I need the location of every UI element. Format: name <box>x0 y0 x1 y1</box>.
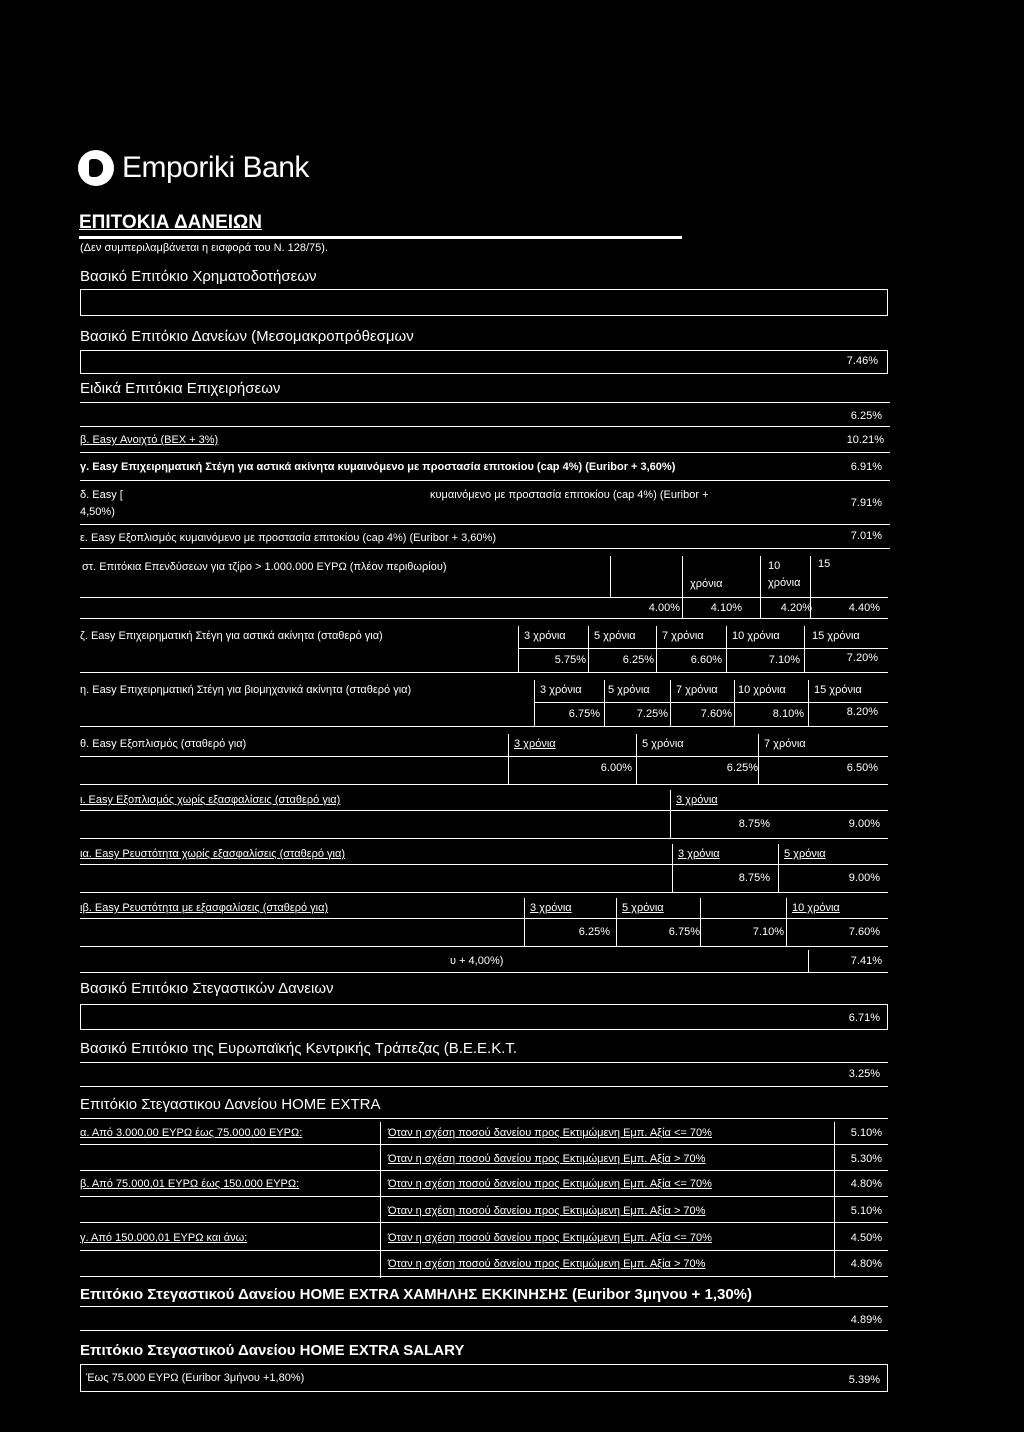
divider <box>80 864 888 865</box>
h-rate-5: 8.20% <box>846 706 878 718</box>
z-rate-4: 7.10% <box>768 654 800 666</box>
item-h-label: η. Easy Επιχειρηματική Στέγη για βιομηχανικά ακίνητα (σταθερό για) <box>80 684 412 696</box>
home-extra-tier-b: β. Από 75.000,01 ΕΥΡΩ έως 150.000 ΕΥΡΩ: <box>80 1178 300 1190</box>
home-extra-low-start-rate: 4.89% <box>850 1314 882 1326</box>
home-extra-tier-c: γ. Από 150.000,01 ΕΥΡΩ και άνω: <box>80 1232 248 1244</box>
ia-header-2: 5 χρόνια <box>784 848 826 860</box>
divider <box>80 1250 888 1251</box>
ib-rate-4: 7.60% <box>848 926 880 938</box>
home-extra-row-3: Όταν η σχέση ποσού δανείου προς Εκτιμώμενη Εμπ. Αξία <= 70% <box>388 1178 712 1190</box>
section-special-business: Ειδικά Επιτόκια Επιχειρήσεων <box>80 380 281 397</box>
z-rate-3: 6.60% <box>690 654 722 666</box>
home-extra-tier-a: α. Από 3.000,00 ΕΥΡΩ έως 75.000,00 ΕΥΡΩ: <box>80 1127 303 1139</box>
h-header-2: 5 χρόνια <box>608 684 650 696</box>
h-header-4: 10 χρόνια <box>738 684 786 696</box>
divider <box>534 702 888 703</box>
ecb-rate: 3.25% <box>848 1068 880 1080</box>
divider <box>80 402 890 403</box>
divider <box>80 810 888 811</box>
divider <box>518 648 888 649</box>
z-header-4: 10 χρόνια <box>732 630 780 642</box>
th-header-2: 5 χρόνια <box>642 738 684 750</box>
divider <box>808 680 809 726</box>
st-header-2b: χρόνια <box>768 577 801 589</box>
section-base-loans: Βασικό Επιτόκιο Δανείων (Μεσομακροπρόθεσμων <box>80 328 414 345</box>
item-d-rate: 7.91% <box>850 497 882 509</box>
th-rate-1: 6.00% <box>600 762 632 774</box>
z-header-1: 3 χρόνια <box>524 630 566 642</box>
th-header-1: 3 χρόνια <box>514 738 556 750</box>
divider <box>80 597 888 598</box>
divider <box>636 734 637 784</box>
th-rate-2: 6.25% <box>726 762 758 774</box>
home-extra-row-1: Όταν η σχέση ποσού δανείου προς Εκτιμώμενη Εμπ. Αξία <= 70% <box>388 1127 712 1139</box>
item-ib-label: ιβ. Easy Ρευστότητα με εξασφαλίσεις (σταθερό για) <box>80 902 329 914</box>
h-header-5: 15 χρόνια <box>814 684 862 696</box>
rate-row <box>80 350 888 374</box>
st-header-3: 15 <box>818 558 831 570</box>
item-g-rate: 6.91% <box>850 461 882 473</box>
divider <box>778 844 779 892</box>
divider <box>80 838 888 839</box>
z-rate-2: 6.25% <box>622 654 654 666</box>
st-header-1: χρόνια <box>690 578 723 590</box>
home-extra-row-2: Όταν η σχέση ποσού δανείου προς Εκτιμώμενη Εμπ. Αξία > 70% <box>388 1153 706 1165</box>
divider <box>834 1122 835 1278</box>
st-rate-4: 4.40% <box>848 602 880 614</box>
item-b-rate: 10.21% <box>846 434 884 446</box>
home-extra-rate-5: 4.50% <box>850 1232 882 1244</box>
divider <box>80 1222 888 1223</box>
h-rate-4: 8.10% <box>772 708 804 720</box>
item-e-label: ε. Easy Εξοπλισμός κυμαινόμενο με προστασία επιτοκίου (cap 4%) (Euribor + 3,60%) <box>80 532 496 544</box>
rate-row-empty <box>80 290 888 316</box>
section-ecb-rate: Βασικό Επιτόκιο της Ευρωπαϊκής Κεντρικής Τράπεζας (Β.Ε.Ε.Κ.Τ. <box>80 1040 518 1057</box>
ib-header-1: 3 χρόνια <box>530 902 572 914</box>
z-header-5: 15 χρόνια <box>812 630 860 642</box>
divider <box>672 844 673 892</box>
divider <box>80 1144 888 1145</box>
divider <box>80 524 890 525</box>
page-title: ΕΠΙΤΟΚΙΑ ΔΑΝΕΙΩΝ <box>79 212 263 233</box>
home-extra-salary-rate: 5.39% <box>848 1374 880 1386</box>
divider <box>380 1122 381 1278</box>
item-d-label-2: 4,50%) <box>80 506 115 518</box>
ib-header-3: 10 χρόνια <box>792 902 840 914</box>
z-rate-5: 7.20% <box>846 652 878 664</box>
ib-rate-1: 6.25% <box>578 926 610 938</box>
ia-rate-1: 8.75% <box>738 872 770 884</box>
section-housing-base: Βασικό Επιτόκιο Στεγαστικών Δανειων <box>80 980 334 997</box>
divider <box>80 1170 888 1171</box>
section-home-extra-low-start: Επιτόκιο Στεγαστικού Δανείου HOME EXTRA ΧΑΜΗΛΗΣ ΕΚΚΙΝΗΣΗΣ (Euribor 3μηνου + 1,30%) <box>80 1286 753 1303</box>
item-d-label: δ. Easy [ <box>80 489 123 501</box>
h-rate-2: 7.25% <box>636 708 668 720</box>
h-header-1: 3 χρόνια <box>540 684 582 696</box>
divider <box>758 734 759 784</box>
divider <box>700 898 701 946</box>
ia-header-1: 3 χρόνια <box>678 848 720 860</box>
rate-value: 6.25% <box>850 410 882 422</box>
divider <box>80 1276 888 1277</box>
z-header-3: 7 χρόνια <box>662 630 704 642</box>
ia-rate-2: 9.00% <box>848 872 880 884</box>
divider <box>786 898 787 946</box>
divider <box>80 726 888 727</box>
divider <box>80 1062 888 1063</box>
divider <box>80 548 890 549</box>
divider <box>80 618 888 619</box>
divider <box>80 1086 888 1087</box>
item-e-rate: 7.01% <box>850 530 882 542</box>
rate-row <box>80 1004 888 1030</box>
divider <box>80 1330 888 1331</box>
st-rate-3: 4.20% <box>780 602 812 614</box>
divider <box>80 756 888 757</box>
section-home-extra: Επιτόκιο Στεγαστικου Δανείου HOME EXTRA <box>80 1096 381 1113</box>
item-ia-label: ια. Easy Ρευστότητα χωρίς εξασφαλίσεις (σταθερό για) <box>80 848 346 860</box>
item-ig-rate: 7.41% <box>850 955 882 967</box>
bank-logo <box>78 150 309 186</box>
housing-base-rate: 6.71% <box>848 1012 880 1024</box>
ib-header-2: 5 χρόνια <box>622 902 664 914</box>
divider <box>80 946 888 947</box>
divider <box>80 918 888 919</box>
item-d-label-cont: κυμαινόμενο με προστασία επιτοκίου (cap 4%) (Euribor + <box>430 489 709 501</box>
divider <box>80 1306 888 1307</box>
divider <box>80 1196 888 1197</box>
ib-rate-3: 7.10% <box>752 926 784 938</box>
item-g-label: γ. Easy Επιχειρηματική Στέγη για αστικά ακίνητα κυμαινόμενο με προστασία επιτοκίου (cap 4%) (Euribor + 3,60%) <box>80 461 676 473</box>
divider <box>80 480 890 481</box>
item-i-label: ι. Easy Εξοπλισμός χωρίς εξασφαλίσεις (σταθερό για) <box>80 794 341 806</box>
home-extra-salary-row: Έως 75.000 ΕΥΡΩ (Euribor 3μήνου +1,80%) <box>86 1372 305 1384</box>
divider <box>80 892 888 893</box>
th-header-3: 7 χρόνια <box>764 738 806 750</box>
divider <box>508 734 509 784</box>
divider <box>610 556 611 598</box>
home-extra-rate-3: 4.80% <box>850 1178 882 1190</box>
item-th-label: θ. Easy Εξοπλισμός (σταθερό για) <box>80 738 247 750</box>
divider <box>804 626 805 672</box>
divider <box>80 784 888 785</box>
st-header-2a: 10 <box>768 560 781 572</box>
divider <box>80 426 890 427</box>
home-extra-rate-4: 5.10% <box>850 1205 882 1217</box>
home-extra-row-5: Όταν η σχέση ποσού δανείου προς Εκτιμώμενη Εμπ. Αξία <= 70% <box>388 1232 712 1244</box>
bank-logo-icon <box>78 150 114 186</box>
st-rate-2: 4.10% <box>710 602 742 614</box>
bank-name: Emporiki Bank <box>122 151 309 184</box>
divider <box>80 452 890 453</box>
home-extra-rate-2: 5.30% <box>850 1153 882 1165</box>
item-z-label: ζ. Easy Επιχειρηματική Στέγη για αστικά ακίνητα (σταθερό για) <box>80 630 383 642</box>
item-ig-fragment: υ + 4,00%) <box>450 955 504 967</box>
i-rate-1: 8.75% <box>738 818 770 830</box>
home-extra-row-4: Όταν η σχέση ποσού δανείου προς Εκτιμώμενη Εμπ. Αξία > 70% <box>388 1205 706 1217</box>
home-extra-rate-6: 4.80% <box>850 1258 882 1270</box>
i-rate-2: 9.00% <box>848 818 880 830</box>
h-header-3: 7 χρόνια <box>676 684 718 696</box>
divider <box>616 898 617 946</box>
divider <box>524 898 525 946</box>
divider <box>726 626 727 672</box>
divider <box>808 950 809 972</box>
h-rate-3: 7.60% <box>700 708 732 720</box>
divider <box>80 672 888 673</box>
home-extra-rate-1: 5.10% <box>850 1127 882 1139</box>
th-rate-3: 6.50% <box>846 762 878 774</box>
h-rate-1: 6.75% <box>568 708 600 720</box>
ib-rate-2: 6.75% <box>668 926 700 938</box>
item-b-label: β. Easy Ανοιχτό (ΒΕΧ + 3%) <box>80 434 219 446</box>
rate-value: 7.46% <box>846 355 878 367</box>
divider <box>670 790 671 838</box>
home-extra-row-6: Όταν η σχέση ποσού δανείου προς Εκτιμώμενη Εμπ. Αξία > 70% <box>388 1258 706 1270</box>
title-note: (Δεν συμπεριλαμβάνεται η εισφορά του Ν. 128/75). <box>80 242 329 254</box>
st-rate-1: 4.00% <box>648 602 680 614</box>
z-rate-1: 5.75% <box>554 654 586 666</box>
divider <box>80 972 888 973</box>
section-home-extra-salary: Επιτόκιο Στεγαστικού Δανείου HOME EXTRA SALARY <box>80 1342 465 1359</box>
divider <box>80 1118 888 1119</box>
item-st-label: στ. Επιτόκια Επενδύσεων για τζίρο > 1.000.000 ΕΥΡΩ (πλέον περιθωρίου) <box>82 561 447 573</box>
i-header-1: 3 χρόνια <box>676 794 718 806</box>
z-header-2: 5 χρόνια <box>594 630 636 642</box>
title-underline <box>79 236 682 239</box>
section-base-financing: Βασικό Επιτόκιο Χρηματοδοτήσεων <box>80 268 317 285</box>
